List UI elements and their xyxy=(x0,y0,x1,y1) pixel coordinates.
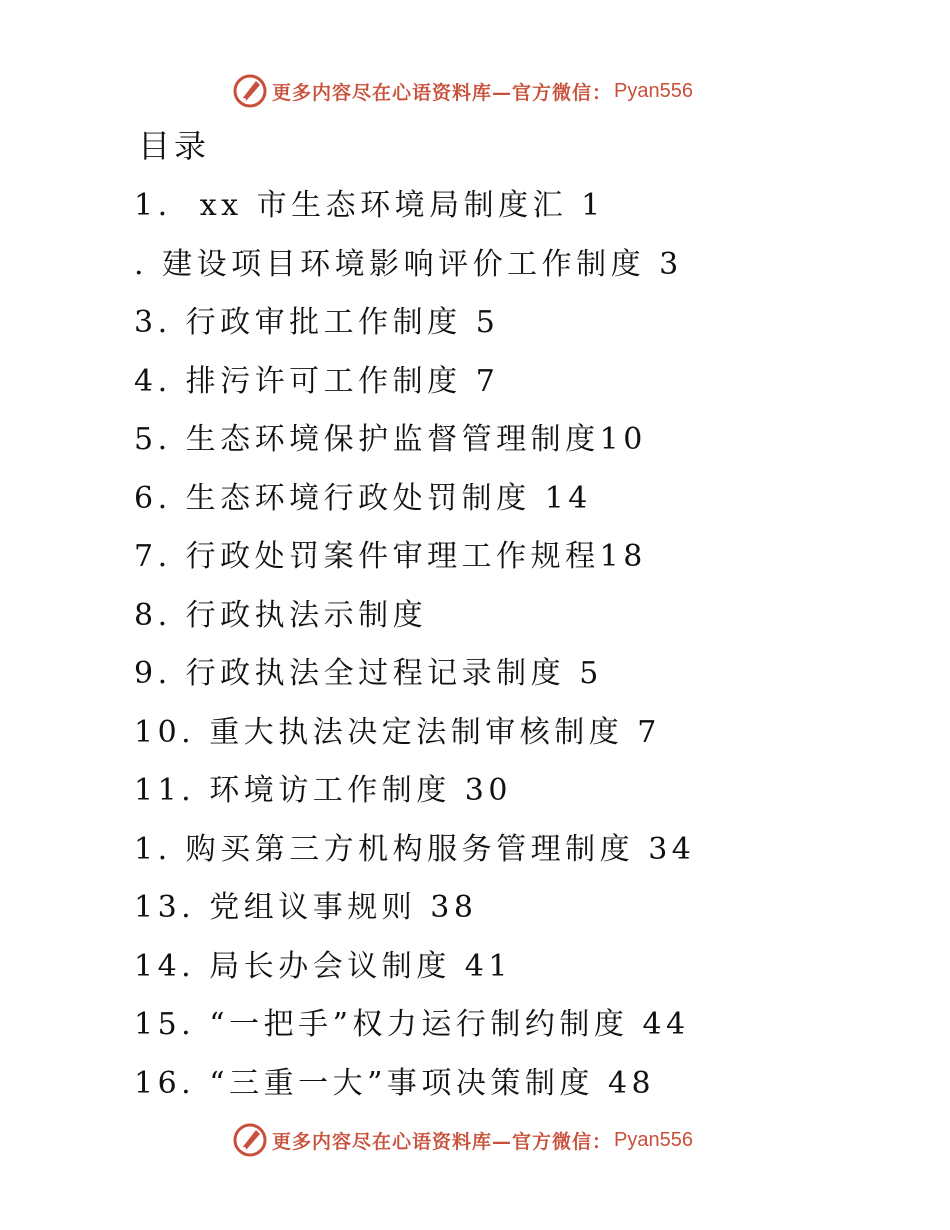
footer-watermark xyxy=(232,1120,693,1160)
toc-item: 8. 行政执法示制度 xyxy=(134,597,428,633)
toc-list xyxy=(134,186,695,1122)
toc-item: 5. 生态环境保护监督管理制度10 xyxy=(134,422,647,457)
toc-item: 6. 生态环境行政处罚制度 14 xyxy=(134,480,592,516)
toc-item: 1. xx 市生态环境局制度汇 1 xyxy=(134,188,605,223)
toc-item: 4. 排污许可工作制度 7 xyxy=(134,363,500,399)
toc-item: 10. 重大执法决定法制审核制度 7 xyxy=(134,714,661,750)
toc-item: 1. 购买第三方机构服务管理制度 34 xyxy=(134,831,696,867)
pen-logo-icon xyxy=(232,73,268,109)
toc-item: . 建设项目环境影响评价工作制度 3 xyxy=(134,246,683,282)
watermark-wechat-id: Pyan556 xyxy=(614,79,693,102)
toc-title: 目录 xyxy=(138,127,211,165)
header-watermark xyxy=(232,71,693,111)
toc-item: 11. 环境访工作制度 30 xyxy=(134,773,512,808)
toc-item: 9. 行政执法全过程记录制度 5 xyxy=(134,656,603,691)
pen-logo-icon xyxy=(232,1122,268,1158)
toc-item: 16. “三重一大”事项决策制度 48 xyxy=(134,1065,656,1101)
watermark-text: 更多内容尽在心语资料库—官方微信： xyxy=(272,1130,613,1153)
watermark-text: 更多内容尽在心语资料库—官方微信： xyxy=(272,81,613,104)
toc-item: 13. 党组议事规则 38 xyxy=(134,890,478,925)
watermark-wechat-id: Pyan556 xyxy=(614,1128,693,1151)
toc-item: 7. 行政处罚案件审理工作规程18 xyxy=(134,539,647,574)
toc-item: 15. “一把手”权力运行制约制度 44 xyxy=(134,1007,690,1042)
toc-item: 3. 行政审批工作制度 5 xyxy=(134,305,500,340)
toc-item: 14. 局长办会议制度 41 xyxy=(134,948,512,984)
